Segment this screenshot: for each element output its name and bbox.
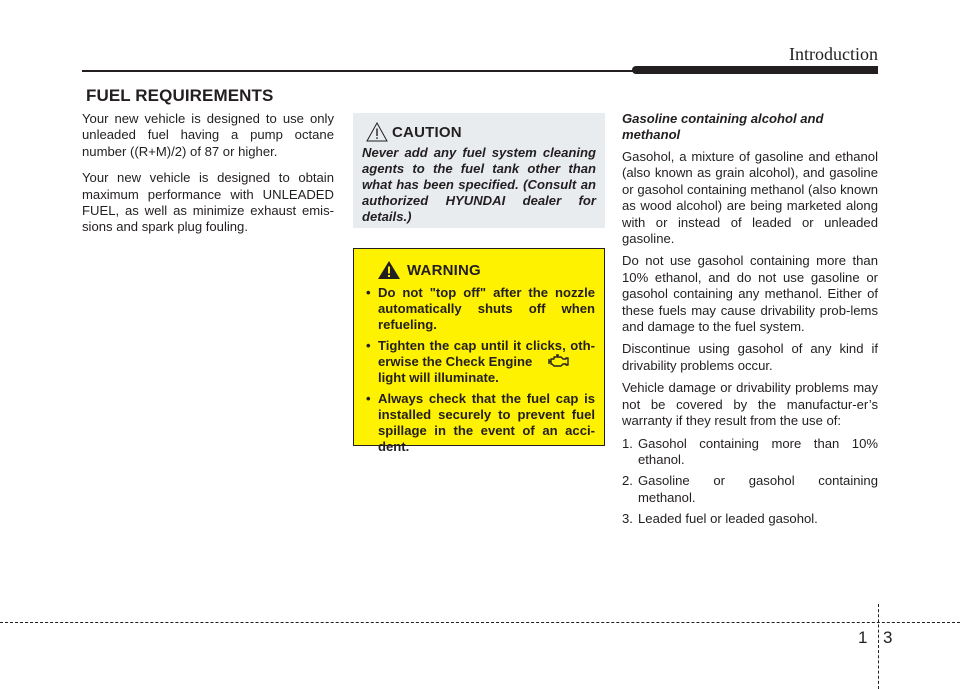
page-number: 3 [883,628,893,647]
warning-header [363,259,595,281]
warning-list [363,285,595,455]
intro-paragraph-1: Your new vehicle is designed to use only unleaded fuel having a pump octane number ((R+M)/2) of 87 or higher. [82,111,334,159]
body-paragraph: Discontinue using gasohol of any kind if drivability problems occur. [622,341,878,373]
caution-triangle-icon [366,122,388,142]
warning-item [363,391,595,455]
footer-rule [0,622,960,623]
body-paragraph: Do not use gasohol containing more than 10% ethanol, and do not use gasoline or gasohol containing any methanol. Either of these fuels may cause drivability prob-lems and damage to the fuel system. [622,253,878,335]
list-number: 3. [622,511,633,527]
warning-item-text: Do not "top off" after the nozzle automatically shuts off when refueling. [378,285,595,332]
warning-title: WARNING [407,261,481,279]
header-title: Introduction [789,44,878,64]
warning-item [363,285,595,333]
intro-column [82,111,334,246]
list-item [622,473,878,506]
list-text: Gasohol containing more than 10% ethanol. [638,435,878,467]
list-item [622,511,878,527]
intro-paragraph-2: Your new vehicle is designed to obtain maximum performance with UNLEADED FUEL, as well as minimize exhaust emis-sions and spark plug fouling. [82,170,334,235]
body-paragraph: Gasohol, a mixture of gasoline and ethanol (also known as grain alcohol), and gasoline or gasohol containing methanol (also known as wood alcohol) are being marketed along with or instead of leaded or unleaded gasoline. [622,149,878,247]
bullet: • [366,285,371,300]
section-title: FUEL REQUIREMENTS [86,86,274,105]
header-rule-tab [632,66,878,74]
list-item [622,436,878,469]
footer-divider [878,604,879,689]
list-number: 2. [622,473,633,489]
caution-title: CAUTION [392,123,462,141]
warning-item-text: Tighten the cap until it clicks, oth-erwise the Check Engine [378,338,595,369]
caution-text: Never add any fuel system cleaning agents to the fuel tank other than what has been specified. (Consult an authorized HYUNDAI dealer for details.) [362,145,596,224]
check-engine-icon [548,354,570,368]
warning-box [353,248,605,454]
caution-header [362,121,596,143]
page-chapter: 1 [858,628,868,647]
fuel-list [622,436,878,528]
bullet: • [366,391,371,406]
subsection-heading: Gasoline containing alcohol and methanol [622,111,824,142]
caution-box [353,113,605,228]
list-text: Leaded fuel or leaded gasohol. [638,511,818,527]
alcohol-column [622,111,878,533]
warning-item [363,338,595,386]
bullet: • [366,338,371,353]
warning-item-text: Always check that the fuel cap is installed securely to prevent fuel spillage in the event of an acci-dent. [378,391,595,454]
warning-triangle-icon [377,260,401,280]
body-paragraph: Vehicle damage or drivability problems may not be covered by the manufactur-er’s warranty if they result from the use of: [622,380,878,429]
warning-item-text-tail: light will illuminate. [378,370,499,385]
list-text: Gasoline or gasohol containing methanol. [638,473,878,505]
list-number: 1. [622,435,633,451]
header-rule [82,70,642,72]
